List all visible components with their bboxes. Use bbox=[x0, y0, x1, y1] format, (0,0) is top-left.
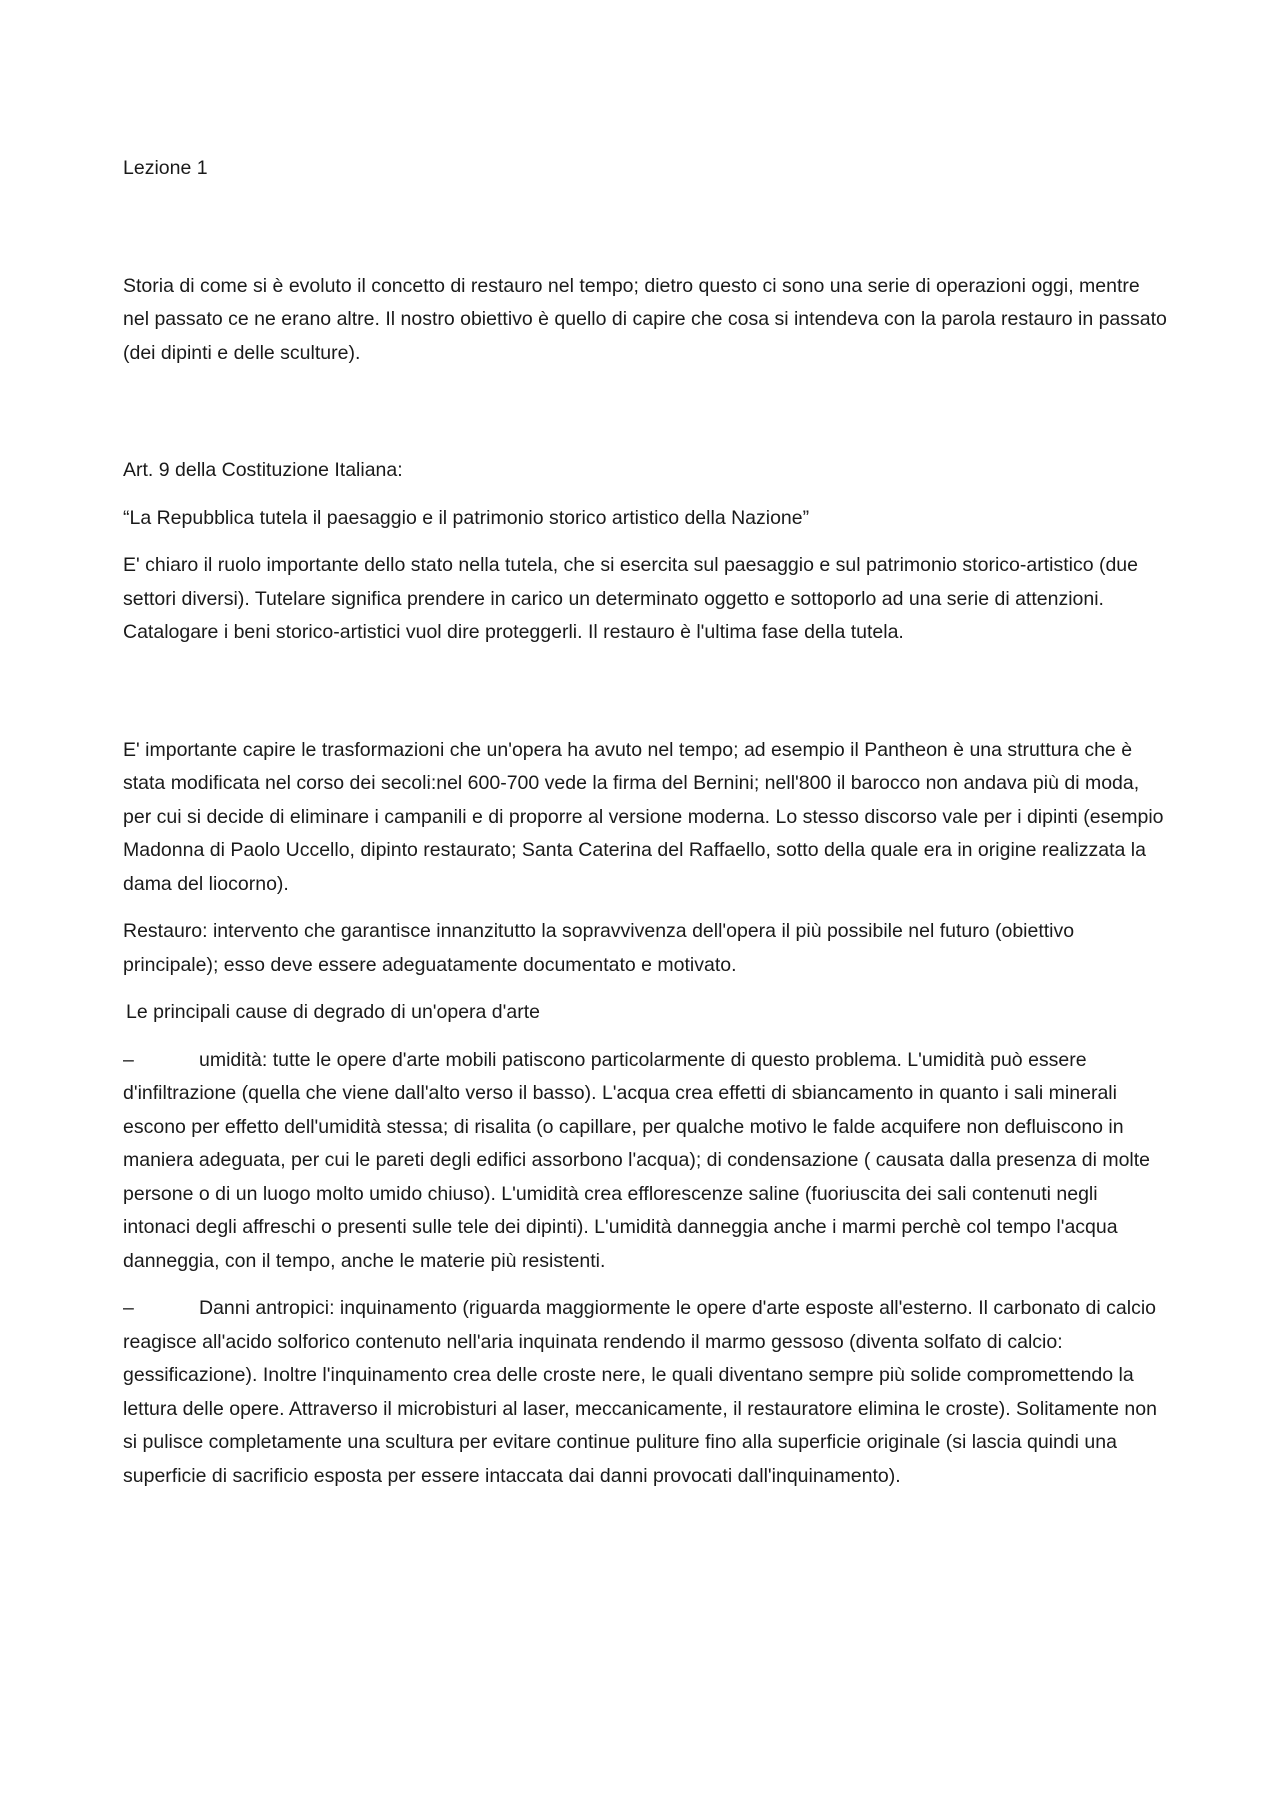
list-item bbox=[123, 1044, 1168, 1279]
paragraph-trasformazioni: E' importante capire le trasformazioni che un'opera ha avuto nel tempo; ad esempio il Pantheon è una struttura che è stata modificata nel corso dei secoli:nel 600-700 vede la firma del Bernini; nell'800 il barocco non andava più di moda, per cui si decide di eliminare i campanili e di proporre al versione moderna. Lo stesso discorso vale per i dipinti (esempio Madonna di Paolo Uccello, dipinto restaurato; Santa Caterina del Raffaello, sotto della quale era in origine realizzata la dama del liocorno). bbox=[123, 738, 1164, 895]
paragraph-article: Art. 9 della Costituzione Italiana: bbox=[123, 459, 403, 481]
document-body bbox=[123, 152, 1168, 1507]
paragraph-restauro: Restauro: intervento che garantisce innanzitutto la sopravvivenza dell'opera il più possibile nel futuro (obiettivo principale); esso deve essere adeguatamente documentato e motivato. bbox=[123, 920, 1075, 976]
paragraph-tutela: E' chiaro il ruolo importante dello stato nella tutela, che si esercita sul paesaggio e sul patrimonio storico-artistico (due settori diversi). Tutelare significa prendere in carico un determinato oggetto e sottoporlo ad una serie di attenzioni. Catalogare i beni storico-artistici vuol dire proteggerli. Il restauro è l'ultima fase della tutela. bbox=[123, 554, 1138, 643]
list-item bbox=[123, 1292, 1168, 1493]
paragraph-intro: Storia di come si è evoluto il concetto di restauro nel tempo; dietro questo ci sono una serie di operazioni oggi, mentre nel passato ce ne erano altre. Il nostro obiettivo è quello di capire che cosa si intendeva con la parola restauro in passato (dei dipinti e delle sculture). bbox=[123, 274, 1167, 364]
paragraph-quote: “La Repubblica tutela il paesaggio e il patrimonio storico artistico della Nazione” bbox=[123, 506, 810, 529]
lesson-title: Lezione 1 bbox=[123, 157, 208, 179]
list-item-text: umidità: tutte le opere d'arte mobili patiscono particolarmente di questo problema. L'umidità può essere d'infiltrazione (quella che viene dall'alto verso il basso). L'acqua crea effetti di sbiancamento in quanto i sali minerali escono per effetto dell'umidità stessa; di risalita (o capillare, per qualche motivo le falde acquifere non defluiscono in maniera adeguata, per cui le pareti degli edifici assorbono l'acqua); di condensazione ( causata dalla presenza di molte persone o di un luogo molto umido chiuso). L'umidità crea efflorescenze saline (fuoriuscita dei sali contenuti negli intonaci degli affreschi o presenti sulle tele dei dipinti). L'umidità danneggia anche i marmi perchè col tempo l'acqua danneggia, con il tempo, anche le materie più resistenti. bbox=[123, 1048, 1151, 1272]
section-heading-cause: Le principali cause di degrado di un'opera d'arte bbox=[126, 1001, 540, 1023]
list-item-text: Danni antropici: inquinamento (riguarda maggiormente le opere d'arte esposte all'esterno. Il carbonato di calcio reagisce all'acido solforico contenuto nell'aria inquinata rendendo il marmo gessoso (diventa solfato di calcio: gessificazione). Inoltre l'inquinamento crea delle croste nere, le quali diventano sempre più solide compromettendo la lettura delle opere. Attraverso il microbisturi al laser, meccanicamente, il restauratore elimina le croste). Solitamente non si pulisce completamente una scultura per evitare continue puliture fino alla superficie originale (si lascia quindi una superficie di sacrificio esposta per essere intaccata dai danni provocati dall'inquinamento). bbox=[123, 1297, 1157, 1487]
dash-marker: – bbox=[123, 1048, 134, 1071]
dash-marker: – bbox=[123, 1297, 134, 1319]
